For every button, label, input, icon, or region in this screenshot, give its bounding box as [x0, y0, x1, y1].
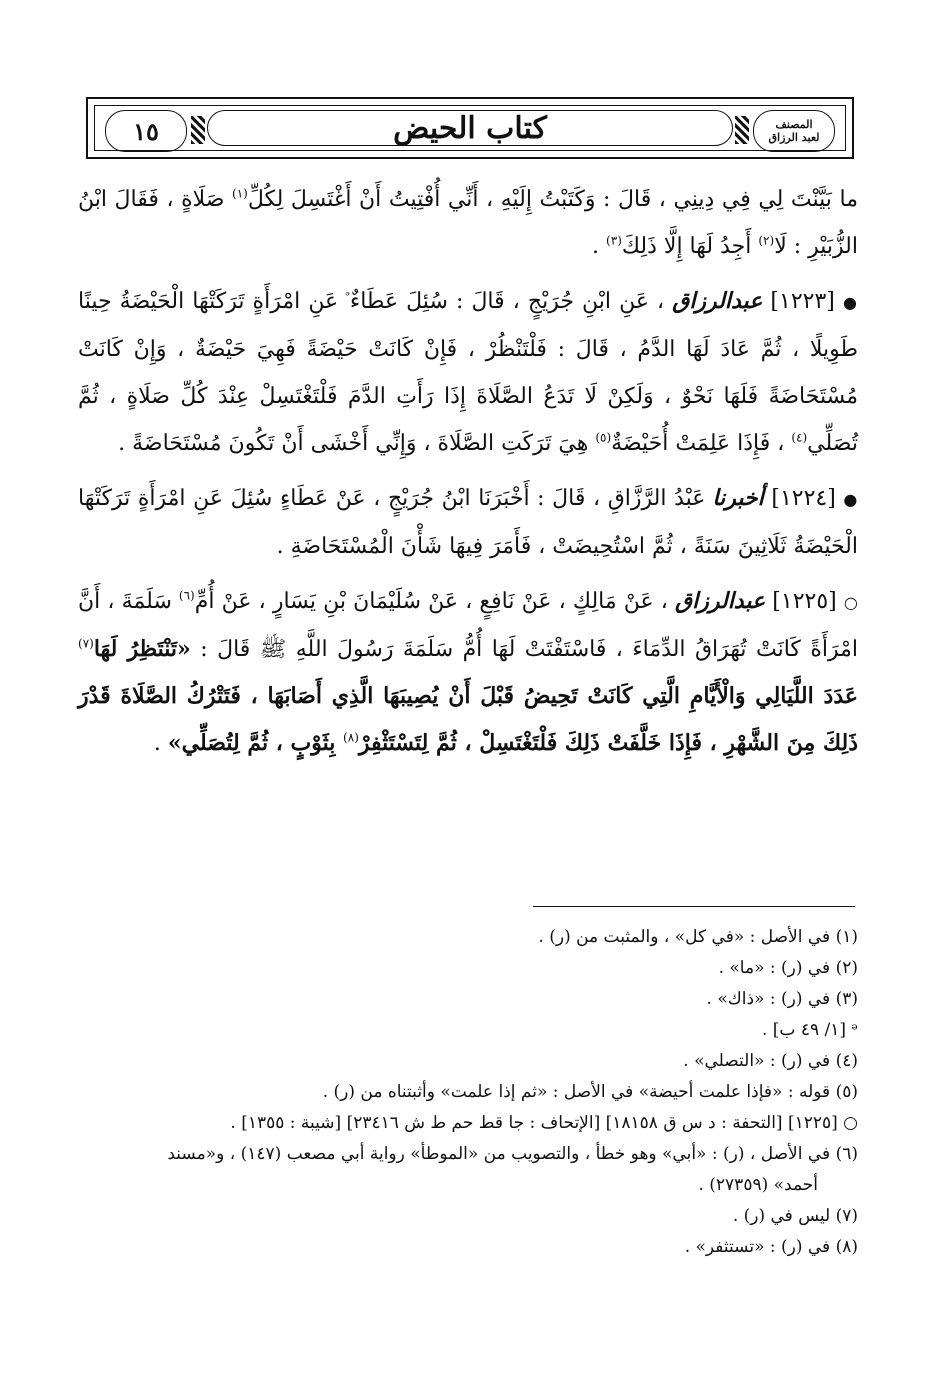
hadith-1224	[78, 475, 858, 570]
footnote-separator	[533, 906, 855, 907]
hadith-number: [١٢٢٣]	[770, 289, 835, 314]
text-run: هِيَ تَرَكَتِ الصَّلَاةَ ، وَإِنِّي أَخْشَى أَنْ تَكُونَ مُسْتَحَاضَةً .	[118, 431, 596, 456]
paragraph-continuation	[78, 176, 858, 270]
logo-line-2: لعبد الرزاق	[768, 131, 820, 144]
prophetic-text: بِثَوْبٍ ، ثُمَّ لِتُصَلِّي»	[167, 730, 344, 756]
text-run: ، فَإِذَا عَلِمَتْ أُحَيْضَةٌ	[611, 431, 792, 456]
footnote-6-cont: أحمد» (٢٧٣٥٩) .	[698, 1175, 818, 1195]
page-number: ١٥	[105, 110, 187, 152]
source-name: عبدالرزاق	[675, 588, 766, 614]
folio-marker: ᵊ	[345, 288, 350, 303]
book-logo	[753, 110, 835, 152]
running-header	[86, 97, 854, 159]
footnote-5: (٥) قوله : «فإذا علمت أحيضة» في الأصل : «ثم إذا علمت» وأثبتناه من (ر) .	[322, 1082, 858, 1102]
chapter-title: كتاب الحيض	[393, 110, 547, 146]
prophetic-text: «تَنْتَظِرُ لَهَا	[93, 636, 191, 662]
footnote-4: (٤) في (ر) : «التصلي» .	[683, 1051, 858, 1071]
footnote-2: (٢) في (ر) : «ما» .	[718, 958, 858, 978]
main-text	[78, 176, 858, 775]
text-run: .	[153, 731, 168, 756]
footnote-1: (١) في الأصل : «في كل» ، والمثبت من (ر) .	[538, 927, 858, 947]
footnotes	[78, 922, 858, 1263]
hadith-number: [١٢٢٥]	[772, 589, 837, 614]
footnote-3: (٣) في (ر) : «ذاك» .	[706, 989, 858, 1009]
text-run: أَجِدُ لَهَا إِلَّا ذَلِكَ	[621, 234, 759, 259]
source-name: عبدالرزاق	[672, 288, 763, 314]
takhrij-note: ○ [١٢٢٥] [التحفة : د س ق ١٨١٥٨] [الإتحاف : جا قط حم ط ش ٢٣٤١٦] [شيبة : ١٣٥٥] .	[230, 1113, 858, 1133]
source-name: أخبرنا	[712, 485, 764, 511]
text-run: ، عَنِ ابْنِ جُرَيْجٍ ، قَالَ : سُئِلَ عَطَاءٌ	[349, 289, 673, 314]
logo-line-1: المصنف	[775, 118, 813, 131]
footnote-6: (٦) في الأصل ، (ر) : «أبي» وهو خطأ ، والتصويب من «الموطأ» رواية أبي مصعب (١٤٧) ، و«مسند	[167, 1144, 858, 1164]
footnote-marker: (٢)	[758, 233, 775, 248]
hadith-1223	[78, 278, 858, 467]
ornament-right	[735, 116, 749, 144]
text-run: ما بَيَّنْتَ لِي فِي دِينِي ، قَالَ : وَكَتَبْتُ إِلَيْهِ ، أَنِّي أُفْتِيتُ أَنْ أَغْتَسِلَ لِكُلِّ	[247, 187, 858, 212]
footnote-marker: (٤)	[791, 430, 808, 445]
footnote-marker: (٧)	[78, 636, 94, 651]
footnote-marker: (١)	[232, 186, 248, 201]
folio-note: ᵊ [١/ ٤٩ ب] .	[761, 1020, 858, 1040]
ornament-left	[191, 116, 205, 144]
title-cartouche	[207, 110, 733, 146]
footnote-8: (٨) في (ر) : «تستثفر» .	[684, 1237, 858, 1257]
bullet: ○	[843, 593, 859, 612]
footnote-7: (٧) ليس في (ر) .	[732, 1206, 858, 1226]
footnote-marker: (٦)	[178, 588, 195, 603]
hadith-number: [١٢٢٤]	[771, 486, 836, 511]
text-run: صَلَاةٍ ، فَقَالَ ابْنُ الزُّبَيْرِ : لَا	[78, 187, 858, 259]
hadith-1225	[78, 578, 858, 767]
footnote-marker: (٨)	[343, 730, 359, 745]
footnote-marker: (٥)	[595, 430, 612, 445]
prophetic-text: عَدَدَ اللَّيَالِي وَالْأَيَّامِ الَّتِي كَانَتْ تَحِيضُ قَبْلَ أَنْ يُصِيبَهَا الَّذِي أَصَابَهَا ، فَتَتْرُكُ الصَّلَاةَ قَدْرَ ذَلِكَ مِنَ الشَّهْرِ ، فَإِذَا خَلَّفَتْ ذَلِكَ فَلْتَغْتَسِلْ ، ثُمَّ لِتَسْتَثْفِرْ	[78, 683, 858, 756]
text-run: سَلَمَةَ ، أَنَّ امْرَأَةً كَانَتْ تُهَرَاقُ الدِّمَاءَ ، فَاسْتَفْتَتْ لَهَا أُمُّ سَلَمَةَ رَسُولَ اللَّهِ ﷺ قَالَ :	[78, 589, 858, 662]
text-run: عَبْدُ الرَّزَّاقِ ، قَالَ : أَخْبَرَنَا ابْنُ جُرَيْجٍ ، عَنْ عَطَاءٍ سُئِلَ عَنِ امْرَأَةٍ تَرَكَتْهَا الْحَيْضَةُ ثَلَاثِينَ سَنَةً ، ثُمَّ اسْتُحِيضَتْ ، فَأَمَرَ فِيهَا شَأْنَ الْمُسْتَحَاضَةِ .	[78, 486, 858, 559]
text-run: عَنِ امْرَأَةٍ تَرَكَتْهَا الْحَيْضَةُ حِينًا طَوِيلًا ، ثُمَّ عَادَ لَهَا الدَّمُ ، قَالَ : فَلْتَنْظُرْ ، فَإِنْ كَانَتْ حَيْضَةً فَهِيَ حَيْضَةٌ ، وَإِنْ كَانَتْ مُسْتَحَاضَةً فَلَهَا نَحْوٌ ، وَلَكِنْ لَا تَدَعُ الصَّلَاةَ إِذَا رَأَتِ الدَّمَ فَلْتَغْتَسِلْ عِنْدَ كُلِّ صَلَاةٍ ، ثُمَّ تُصَلِّي	[78, 289, 858, 456]
bullet: ●	[843, 490, 859, 509]
text-run: .	[592, 234, 607, 259]
text-run: ، عَنْ مَالِكٍ ، عَنْ نَافِعٍ ، عَنْ سُلَيْمَانَ بْنِ يَسَارٍ ، عَنْ أُمِّ	[194, 589, 676, 614]
footnote-marker: (٣)	[606, 233, 622, 248]
header-frame	[94, 105, 846, 151]
bullet: ●	[842, 293, 858, 312]
